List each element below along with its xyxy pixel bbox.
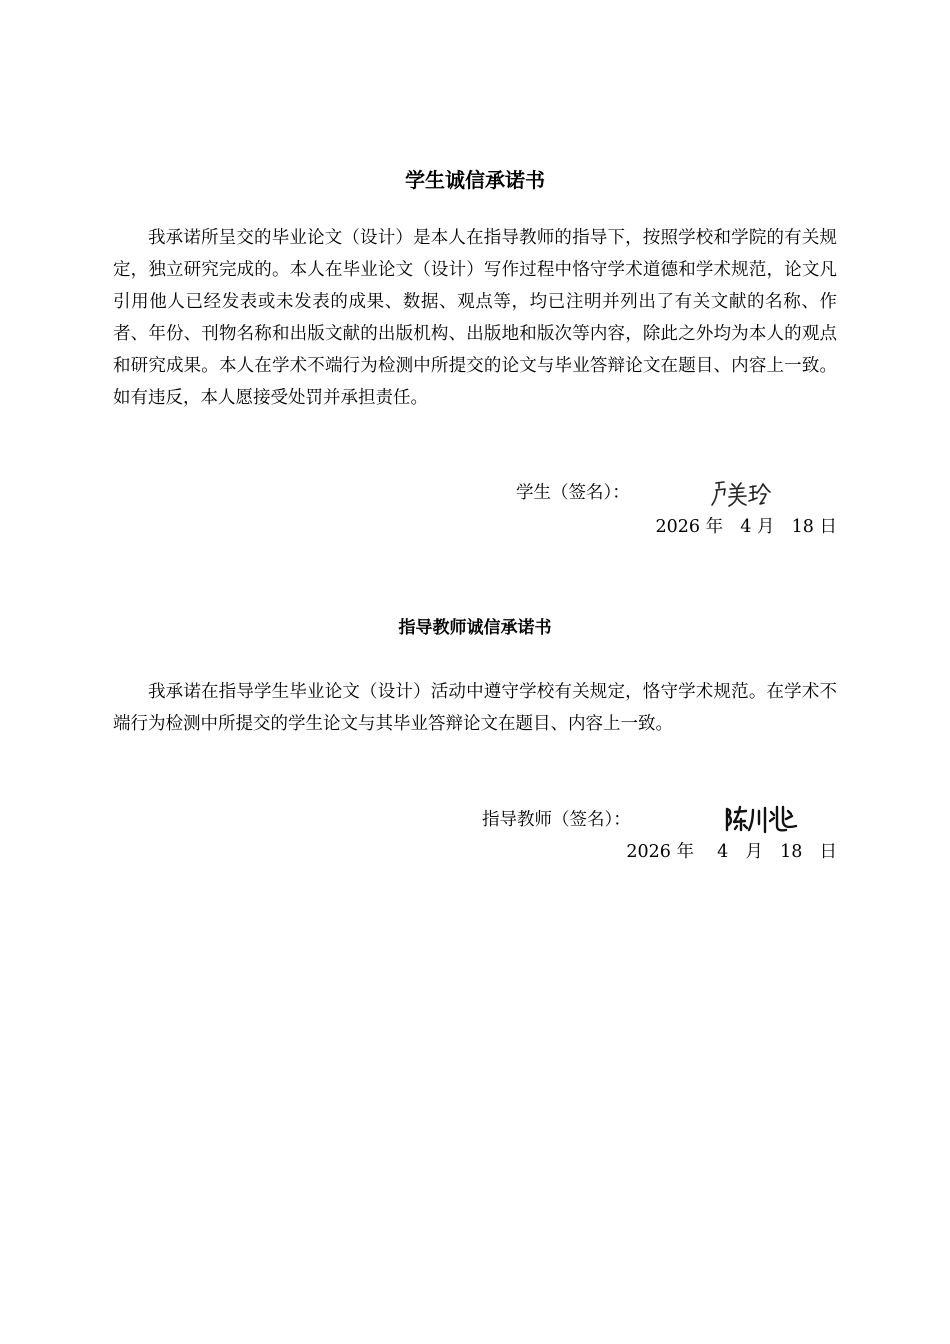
student-date-year: 2026: [655, 517, 701, 537]
student-handwritten-signature: [708, 478, 772, 510]
student-signature-image: [708, 478, 772, 510]
advisor-pledge-title: 指导教师诚信承诺书: [398, 618, 552, 638]
advisor-date-month-unit: 月: [745, 842, 763, 862]
advisor-date-day-unit: 日: [819, 842, 837, 862]
advisor-pledge-body: 我承诺在指导学生毕业论文（设计）活动中遵守学校有关规定，恪守学术规范。在学术不端行为检测中所提交的学生论文与其毕业答辩论文在题目、内容上一致。: [113, 682, 837, 734]
advisor-date: [626, 838, 837, 866]
student-pledge-body: 我承诺所呈交的毕业论文（设计）是本人在指导教师的指导下，按照学校和学院的有关规定，独立研究完成的。本人在毕业论文（设计）写作过程中恪守学术道德和学术规范，论文凡引用他人已经发表或未发表的成果、数据、观点等，均已注明并列出了有关文献的名称、作者、年份、刊物名称和出版文献的出版机构、出版地和版次等内容，除此之外均为本人的观点和研究成果。本人在学术不端行为检测中所提交的论文与毕业答辩论文在题目、内容上一致。如有违反，本人愿接受处罚并承担责任。: [113, 228, 837, 408]
student-date-month: 4: [740, 517, 752, 537]
advisor-date-year-unit: 年: [676, 842, 694, 862]
student-date-month-unit: 月: [756, 517, 775, 537]
advisor-signature-image: [722, 802, 800, 836]
advisor-date-day: 18: [780, 842, 803, 862]
student-date-day: 18: [791, 517, 814, 537]
advisor-handwritten-signature: [722, 802, 800, 836]
advisor-date-month: 4: [717, 842, 729, 862]
advisor-date-year: 2026: [626, 842, 671, 862]
student-date: [655, 513, 837, 541]
student-date-day-unit: 日: [819, 517, 837, 537]
student-date-year-unit: 年: [705, 517, 724, 537]
student-signature-label: 学生（签名）：: [516, 483, 630, 503]
advisor-signature-label: 指导教师（签名）：: [482, 810, 631, 830]
student-pledge-title: 学生诚信承诺书: [405, 168, 545, 192]
